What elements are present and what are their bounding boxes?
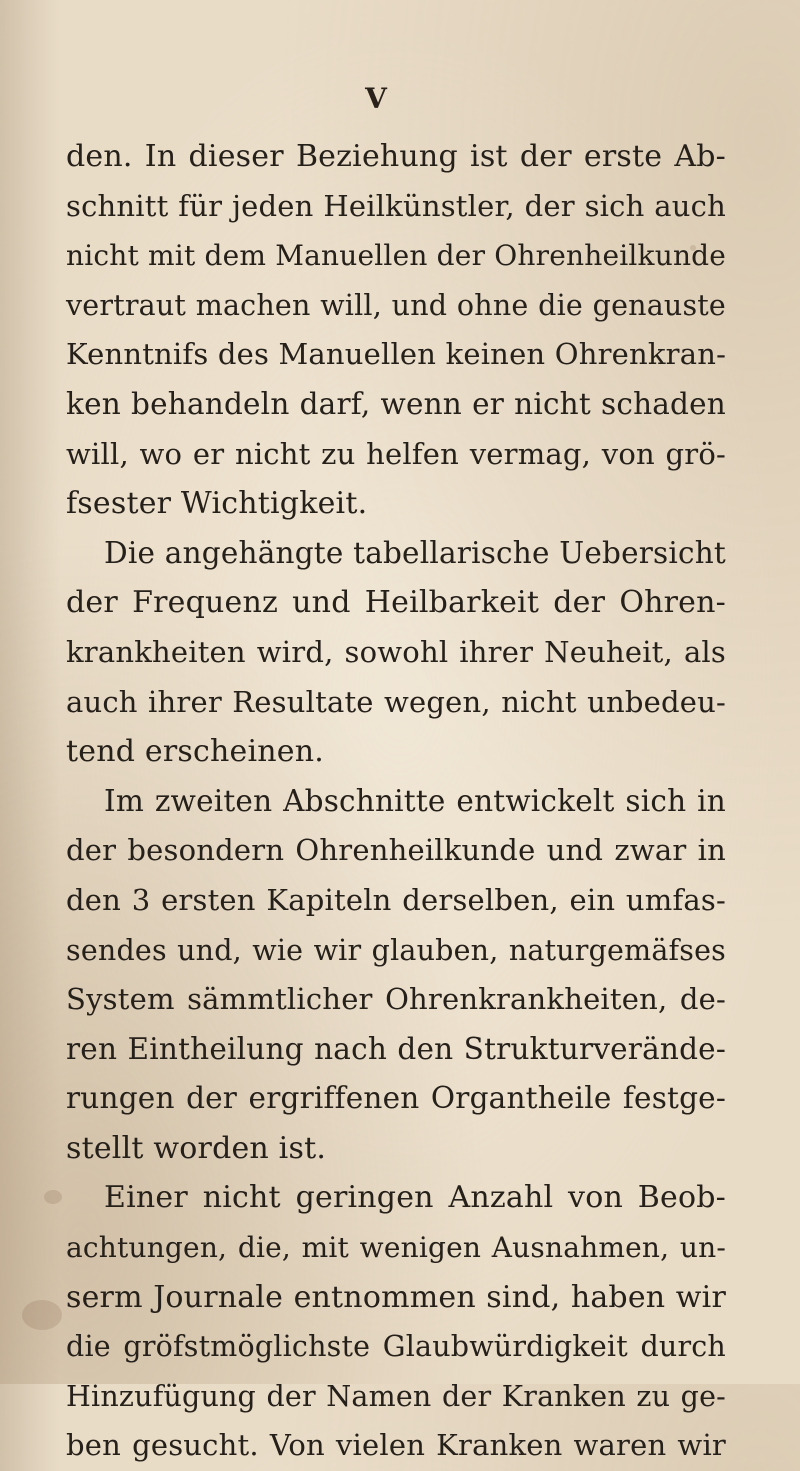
text-line: achtungen, die, mit wenigen Ausnahmen, un- [66,1231,726,1265]
paragraph-start: Einer nicht geringen Anzahl von Beob- [104,1180,726,1216]
body-text [66,132,726,1471]
text-line: will, wo er nicht zu helfen vermag, von grö- [66,436,726,471]
paper-stain [44,1190,62,1204]
text-line: der besondern Ohrenheilkunde und zwar in [66,833,726,868]
text-line: ben gesucht. Von vielen Kranken waren wir [66,1428,726,1463]
text-line: den. In dieser Beziehung ist der erste Ab- [66,139,726,174]
text-line: vertraut machen will, und ohne die genauste [66,288,726,322]
text-line: sendes und, wie wir glauben, naturgemäfses [66,933,726,967]
text-line: serm Journale entnommen sind, haben wir [66,1279,726,1315]
text-line: tend erscheinen. [66,734,324,770]
paragraph-start: Die angehängte tabellarische Uebersicht [104,535,726,570]
text-line: System sämmtlicher Ohrenkrankheiten, de- [66,982,726,1017]
text-line: Hinzufügung der Namen der Kranken zu ge- [66,1379,726,1413]
page-number: V [365,82,387,115]
paragraph-start: Im zweiten Abschnitte entwickelt sich in [104,783,726,818]
text-line: schnitt für jeden Heilkünstler, der sich auch [66,188,726,223]
text-line: krankheiten wird, sowohl ihrer Neuheit, als [66,634,726,669]
text-line: ken behandeln darf, wenn er nicht schaden [66,386,726,421]
text-line: stellt worden ist. [66,1130,327,1166]
text-line: rungen der ergriffenen Organtheile festge- [66,1081,726,1116]
text-line: auch ihrer Resultate wegen, nicht unbedeu- [66,684,726,719]
text-line: nicht mit dem Manuellen der Ohrenheilkunde [66,239,727,273]
text-line: ren Eintheilung nach den Strukturverände- [66,1031,726,1066]
text-line: den 3 ersten Kapiteln derselben, ein umfas- [66,882,726,917]
text-line: der Frequenz und Heilbarkeit der Ohren- [66,585,726,621]
text-line: fsester Wichtigkeit. [66,486,368,522]
text-line: die gröfstmöglichste Glaubwürdigkeit durch [66,1330,726,1364]
text-line: Kenntnifs des Manuellen keinen Ohrenkran- [66,337,727,372]
paper-stain [22,1300,62,1330]
